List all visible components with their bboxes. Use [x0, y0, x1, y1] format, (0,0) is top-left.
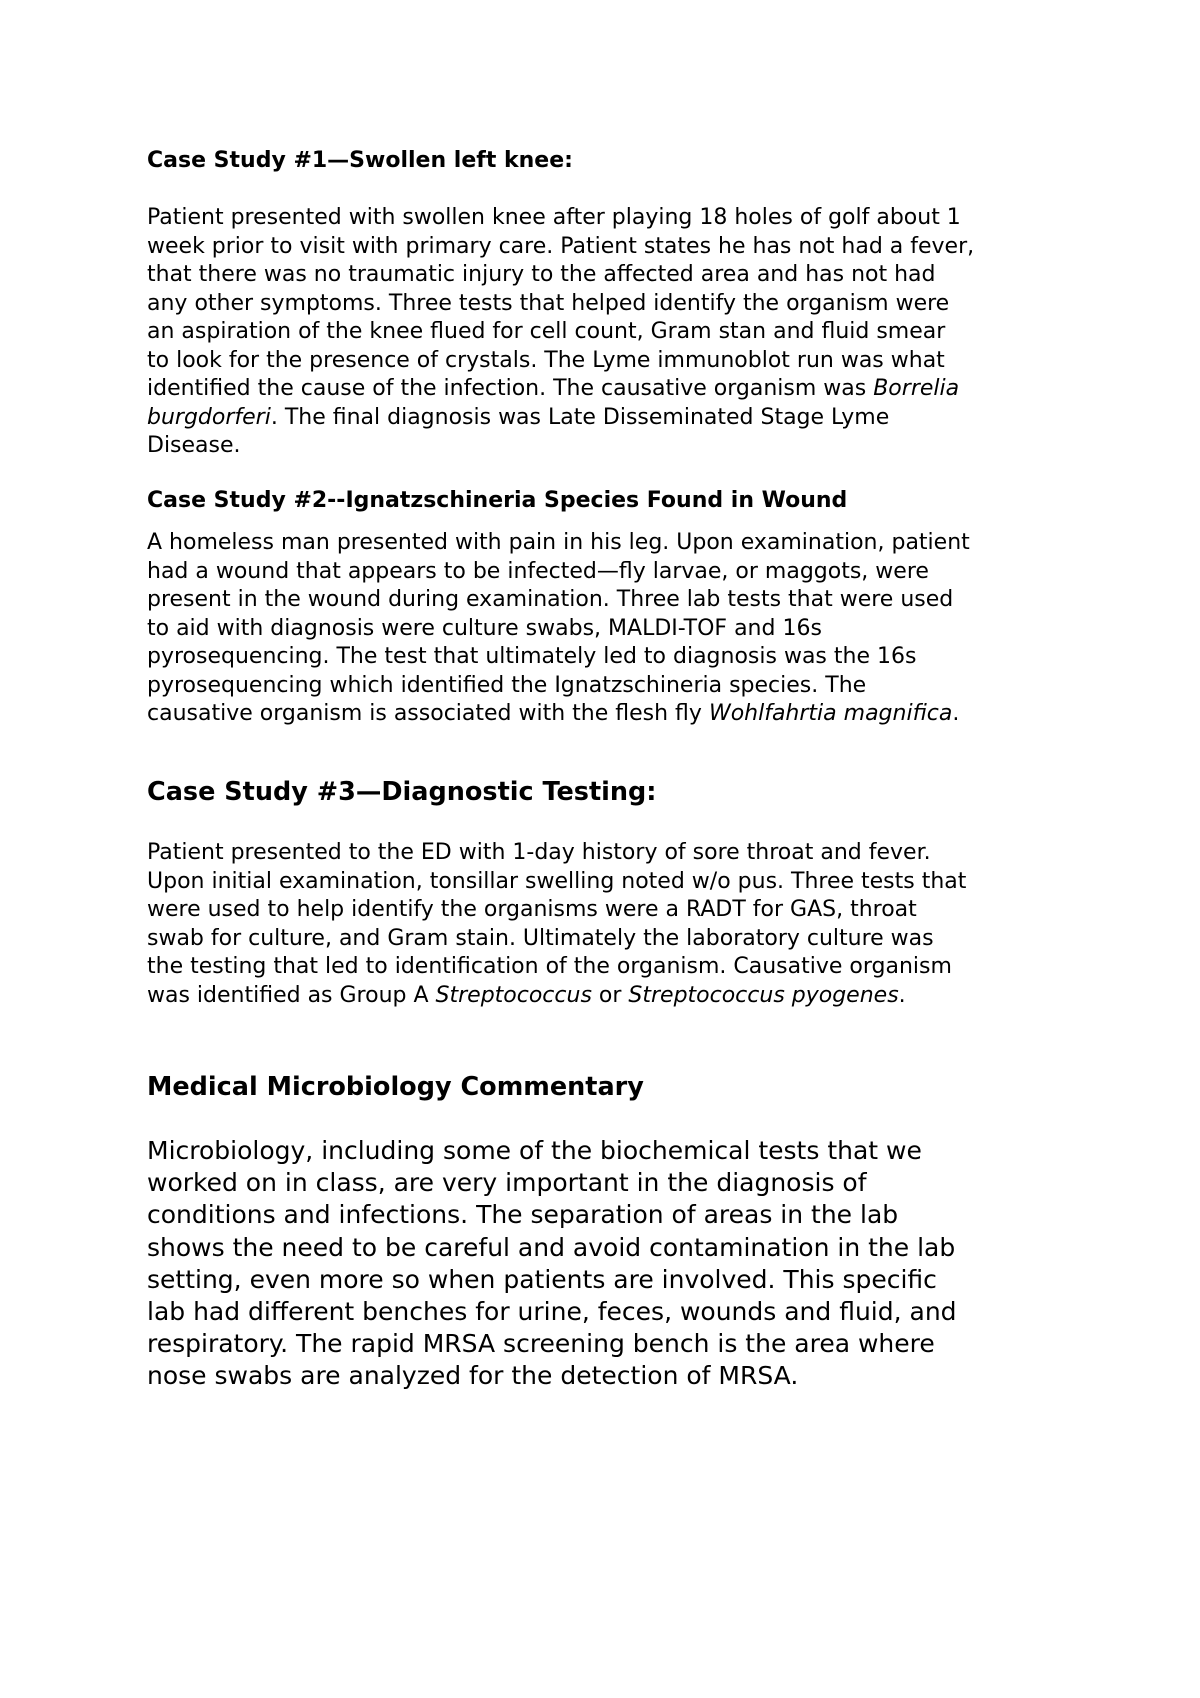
case2-line: A homeless man presented with pain in his leg. Upon examination, patient: [147, 530, 970, 555]
commentary-heading: Medical Microbiology Commentary: [147, 1072, 644, 1102]
case3-line: Patient presented to the ED with 1-day history of sore throat and fever.: [147, 840, 931, 865]
case3-line: [147, 982, 966, 1011]
commentary-line: setting, even more so when patients are involved. This specific: [147, 1264, 937, 1294]
case2-line: had a wound that appears to be infected—fly larvae, or maggots, were: [147, 558, 929, 584]
commentary-line: conditions and infections. The separation of areas in the lab: [147, 1200, 899, 1230]
case2-line-text: .: [952, 701, 960, 726]
case2-line: [147, 700, 970, 729]
commentary-line: Microbiology, including some of the biochemical tests that we: [147, 1136, 922, 1165]
case2-line: pyrosequencing which identified the Ignatzschineria species. The: [147, 672, 867, 698]
organism-name-italic: Wohlfahrtia magnifica: [708, 701, 953, 726]
case1-heading: Case Study #1—Swollen left knee:: [147, 148, 573, 173]
case1-line: Disease.: [147, 433, 241, 458]
organism-name-italic: Streptococcus pyogenes: [628, 982, 899, 1008]
commentary-line: respiratory. The rapid MRSA screening bench is the area where: [147, 1329, 935, 1359]
case1-line: to look for the presence of crystals. The Lyme immunoblot run was what: [147, 347, 945, 373]
commentary-line: shows the need to be careful and avoid contamination in the lab: [147, 1232, 956, 1262]
commentary-paragraph: [147, 1135, 957, 1393]
case3-line: the testing that led to identification of the organism. Causative organism: [147, 954, 952, 979]
organism-name-italic: burgdorferi: [147, 404, 271, 430]
organism-name-italic: Borrelia: [873, 376, 960, 401]
case3-line: swab for culture, and Gram stain. Ultimately the laboratory culture was: [147, 925, 934, 951]
case2-line: pyrosequencing. The test that ultimately led to diagnosis was the 16s: [147, 644, 917, 669]
commentary-line: worked on in class, are very important in the diagnosis of: [147, 1168, 867, 1198]
case1-line-text: . The final diagnosis was Late Disseminated Stage Lyme: [270, 404, 890, 430]
case3-line-text: or: [591, 982, 629, 1008]
case1-line: week prior to visit with primary care. Patient states he has not had a fever,: [147, 233, 975, 259]
case3-line: were used to help identify the organisms were a RADT for GAS, throat: [147, 897, 917, 922]
case1-paragraph: [147, 204, 974, 461]
case2-line: present in the wound during examination. Three lab tests that were used: [147, 587, 954, 612]
case3-line-text: was identified as Group A: [147, 982, 436, 1008]
case3-line: Upon initial examination, tonsillar swelling noted w/o pus. Three tests that: [147, 868, 967, 894]
commentary-line: lab had different benches for urine, feces, wounds and fluid, and: [147, 1297, 957, 1327]
case1-line: an aspiration of the knee flued for cell count, Gram stan and fluid smear: [147, 319, 946, 344]
case1-line: [147, 404, 974, 433]
case3-paragraph: [147, 839, 966, 1010]
commentary-line: nose swabs are analyzed for the detection of MRSA.: [147, 1361, 799, 1391]
case1-line-text: identified the cause of the infection. The causative organism was: [147, 376, 874, 401]
case2-line: to aid with diagnosis were culture swabs, MALDI-TOF and 16s: [147, 615, 822, 641]
organism-name-italic: Streptococcus: [435, 982, 592, 1008]
case1-line: Patient presented with swollen knee after playing 18 holes of golf about 1: [147, 205, 961, 230]
case1-line: any other symptoms. Three tests that helped identify the organism were: [147, 290, 950, 316]
case2-heading: Case Study #2--Ignatzschineria Species Found in Wound: [147, 488, 848, 513]
case1-line: that there was no traumatic injury to the affected area and has not had: [147, 262, 936, 287]
case1-line: [147, 375, 974, 404]
case3-line-text: .: [898, 982, 906, 1008]
case2-line-text: causative organism is associated with the flesh fly: [147, 701, 709, 726]
case2-paragraph: [147, 529, 970, 729]
case3-heading: Case Study #3—Diagnostic Testing:: [147, 777, 657, 807]
